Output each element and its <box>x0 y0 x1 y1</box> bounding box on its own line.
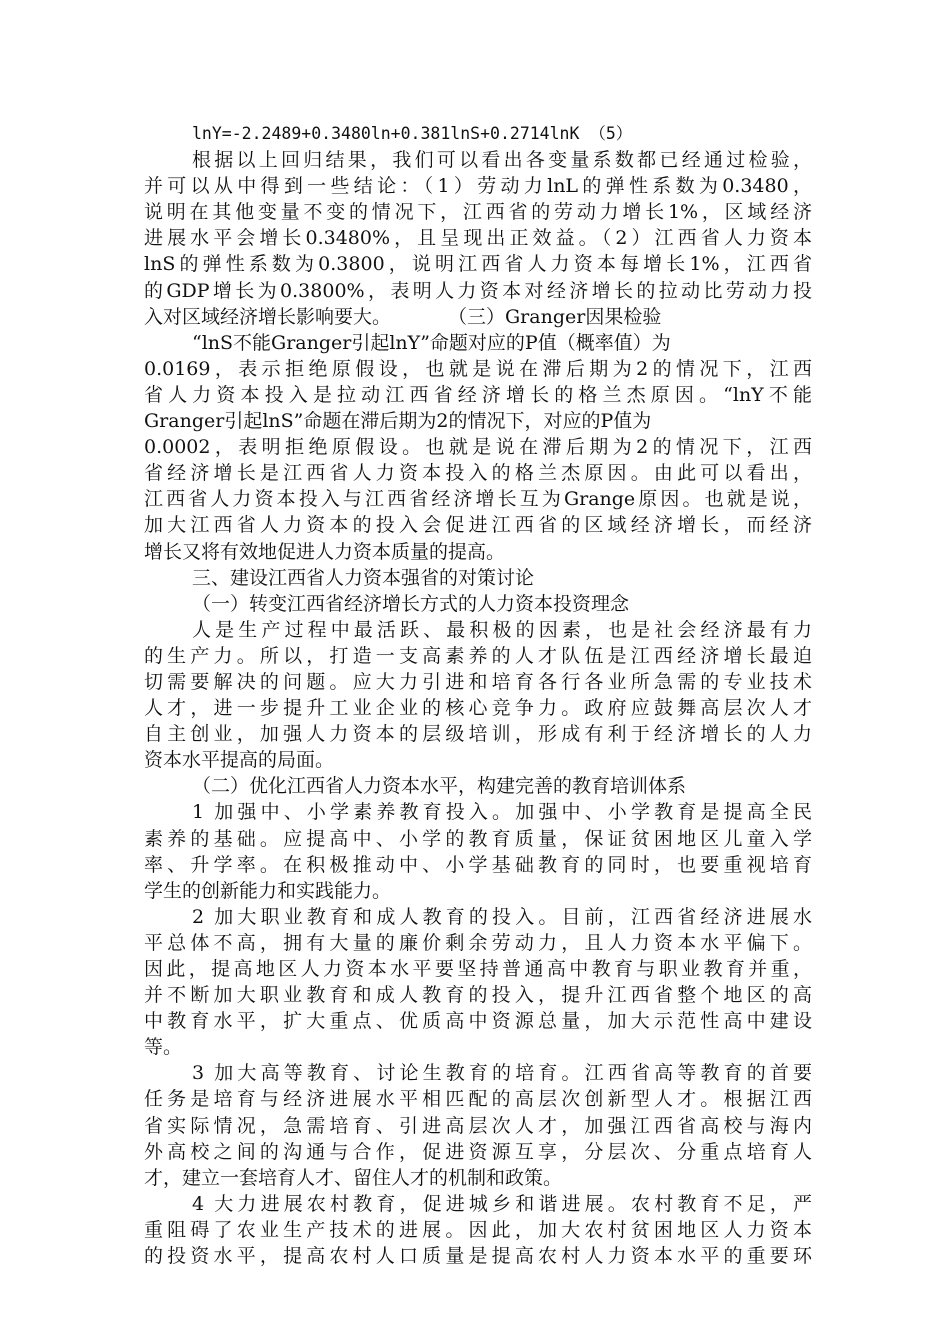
text-line: 省实际情况，急需培育、引进高层次人才，加强江西省高校与海内 <box>144 1114 812 1137</box>
text-line: Granger引起lnS”命题在滞后期为2的情况下，对应的P值为 <box>144 410 652 433</box>
text-line: 资本水平提高的局面。 <box>144 749 335 772</box>
text-line: 率、升学率。在积极推动中、小学基础教育的同时，也要重视培育 <box>144 853 812 876</box>
text-line: 说明在其他变量不变的情况下，江西省的劳动力增长1%，区域经济 <box>144 201 812 224</box>
text-line: （二）优化江西省人力资本水平，构建完善的教育培训体系 <box>192 775 687 798</box>
text-line: 切需要解决的问题。应大力引进和培育各行各业所急需的专业技术 <box>144 670 812 693</box>
text-line: 等。 <box>144 1036 183 1059</box>
text-line: 4 大力进展农村教育，促进城乡和谐进展。农村教育不足，严 <box>192 1192 812 1215</box>
text-line: 并不断加大职业教育和成人教育的投入，提升江西省整个地区的高 <box>144 984 812 1007</box>
text-line: 3 加大高等教育、讨论生教育的培育。江西省高等教育的首要 <box>192 1062 812 1085</box>
document-page <box>144 121 812 1269</box>
text-line: 江西省人力资本投入与江西省经济增长互为Grange原因。也就是说， <box>144 488 812 511</box>
text-line: 重阻碍了农业生产技术的进展。因此，加大农村贫困地区人力资本 <box>144 1218 812 1241</box>
text-line: 任务是培育与经济进展水平相匹配的高层次创新型人才。根据江西 <box>144 1088 812 1111</box>
text-line: 因此，提高地区人力资本水平要坚持普通高中教育与职业教育并重， <box>144 958 812 980</box>
text-line: 平总体不高，拥有大量的廉价剩余劳动力，且人力资本水平偏下。 <box>144 931 812 954</box>
text-line: （一）转变江西省经济增长方式的人力资本投资理念 <box>192 592 630 615</box>
text-line: 三、建设江西省人力资本强省的对策讨论 <box>192 566 535 589</box>
text-line: 0.0002，表明拒绝原假设。也就是说在滞后期为2的情况下，江西 <box>144 436 812 459</box>
text-line: 增长又将有效地促进人力资本质量的提高。 <box>144 540 506 563</box>
text-line: 才，建立一套培育人才、留住人才的机制和政策。 <box>144 1166 563 1189</box>
text-line: 入对区域经济增长影响要大。 （三）Granger因果检验 <box>144 305 662 328</box>
text-line: 的生产力。所以，打造一支高素养的人才队伍是江西经济增长最迫 <box>144 644 812 667</box>
text-line: 加大江西省人力资本的投入会促进江西省的区域经济增长，而经济 <box>144 514 812 537</box>
text-line: 0.0169，表示拒绝原假设，也就是说在滞后期为2的情况下，江西 <box>144 357 812 380</box>
text-line: 素养的基础。应提高中、小学的教育质量，保证贫困地区儿童入学 <box>144 827 812 850</box>
text-line: “lnS不能Granger引起lnY”命题对应的P值（概率值）为 <box>192 331 671 354</box>
text-line: 的投资水平，提高农村人口质量是提高农村人力资本水平的重要环 <box>144 1245 812 1268</box>
text-line: lnS的弹性系数为0.3800，说明江西省人力资本每增长1%，江西省 <box>144 253 812 276</box>
text-line: 2 加大职业教育和成人教育的投入。目前，江西省经济进展水 <box>192 905 812 928</box>
text-line: 人才，进一步提升工业企业的核心竞争力。政府应鼓舞高层次人才 <box>144 697 812 720</box>
text-line: 并可以从中得到一些结论：（1）劳动力lnL的弹性系数为0.3480， <box>144 175 812 198</box>
equation-line: lnY=-2.2489+0.3480ln+0.381lnS+0.2714lnK （5） <box>192 124 633 143</box>
text-line: 省经济增长是江西省人力资本投入的格兰杰原因。由此可以看出， <box>144 462 812 485</box>
text-line: 1 加强中、小学素养教育投入。加强中、小学教育是提高全民 <box>192 801 812 824</box>
text-line: 外高校之间的沟通与合作，促进资源互享，分层次、分重点培育人 <box>144 1140 812 1163</box>
text-line: 人是生产过程中最活跃、最积极的因素，也是社会经济最有力 <box>192 618 812 641</box>
text-line: 自主创业，加强人力资本的层级培训，形成有利于经济增长的人力 <box>144 723 812 746</box>
text-line: 进展水平会增长0.3480%，且呈现出正效益。（2）江西省人力资本 <box>144 227 812 250</box>
text-line: 根据以上回归结果，我们可以看出各变量系数都已经通过检验， <box>192 149 812 172</box>
text-line: 学生的创新能力和实践能力。 <box>144 879 392 902</box>
text-line: 的GDP增长为0.3800%，表明人力资本对经济增长的拉动比劳动力投 <box>144 279 812 302</box>
text-line: 省人力资本投入是拉动江西省经济增长的格兰杰原因。“lnY不能 <box>144 383 812 406</box>
text-line: 中教育水平，扩大重点、优质高中资源总量，加大示范性高中建设 <box>144 1010 812 1033</box>
